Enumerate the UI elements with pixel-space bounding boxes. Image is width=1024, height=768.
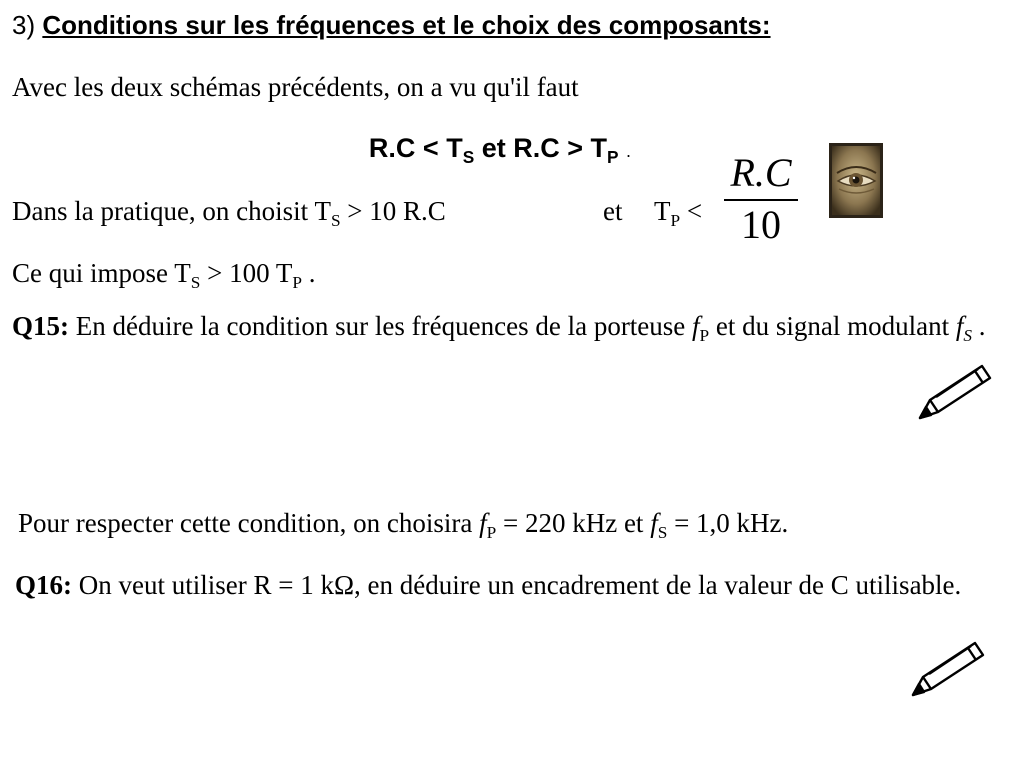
impose-line: Ce qui impose $T_S > 100$ $T_P$ .: [12, 258, 316, 293]
section-heading: Conditions sur les fréquences et le choix des composants:: [42, 10, 771, 40]
q15-label: Q15:: [12, 311, 69, 341]
q16-label: Q16:: [15, 570, 72, 600]
fraction-denominator: 10: [741, 202, 781, 247]
practice-line: Dans la pratique, on choisit $T_S > 10$ R.C: [12, 196, 446, 231]
question-q15: Q15: En déduire la condition sur les fréquences de la porteuse $f_P$ et du signal modulant $f_S$ .: [12, 311, 986, 346]
question-q16: Q16: On veut utiliser R = 1 kΩ, en déduire un encadrement de la valeur de C utilisable.: [15, 570, 962, 600]
choice-line: Pour respecter cette condition, on choisira $f_P = 220$ kHz et $f_S = 1,0$ kHz.: [18, 508, 789, 543]
eye-icon[interactable]: [829, 143, 883, 218]
practice-tp: $T_P$ <: [654, 196, 703, 231]
section-title: [12, 10, 771, 41]
condition-formula: $R.C < T_S$ et $R.C > T_P$ .: [368, 133, 632, 168]
practice-et: et: [603, 196, 623, 226]
intro-line: Avec les deux schémas précédents, on a vu qu'il faut: [12, 72, 579, 102]
section-number: 3): [12, 10, 36, 40]
pencil-icon[interactable]: [912, 360, 996, 426]
fraction-numerator: R.C: [730, 150, 792, 195]
pencil-icon[interactable]: [905, 637, 989, 703]
rc-over-10-fraction: [720, 150, 802, 247]
